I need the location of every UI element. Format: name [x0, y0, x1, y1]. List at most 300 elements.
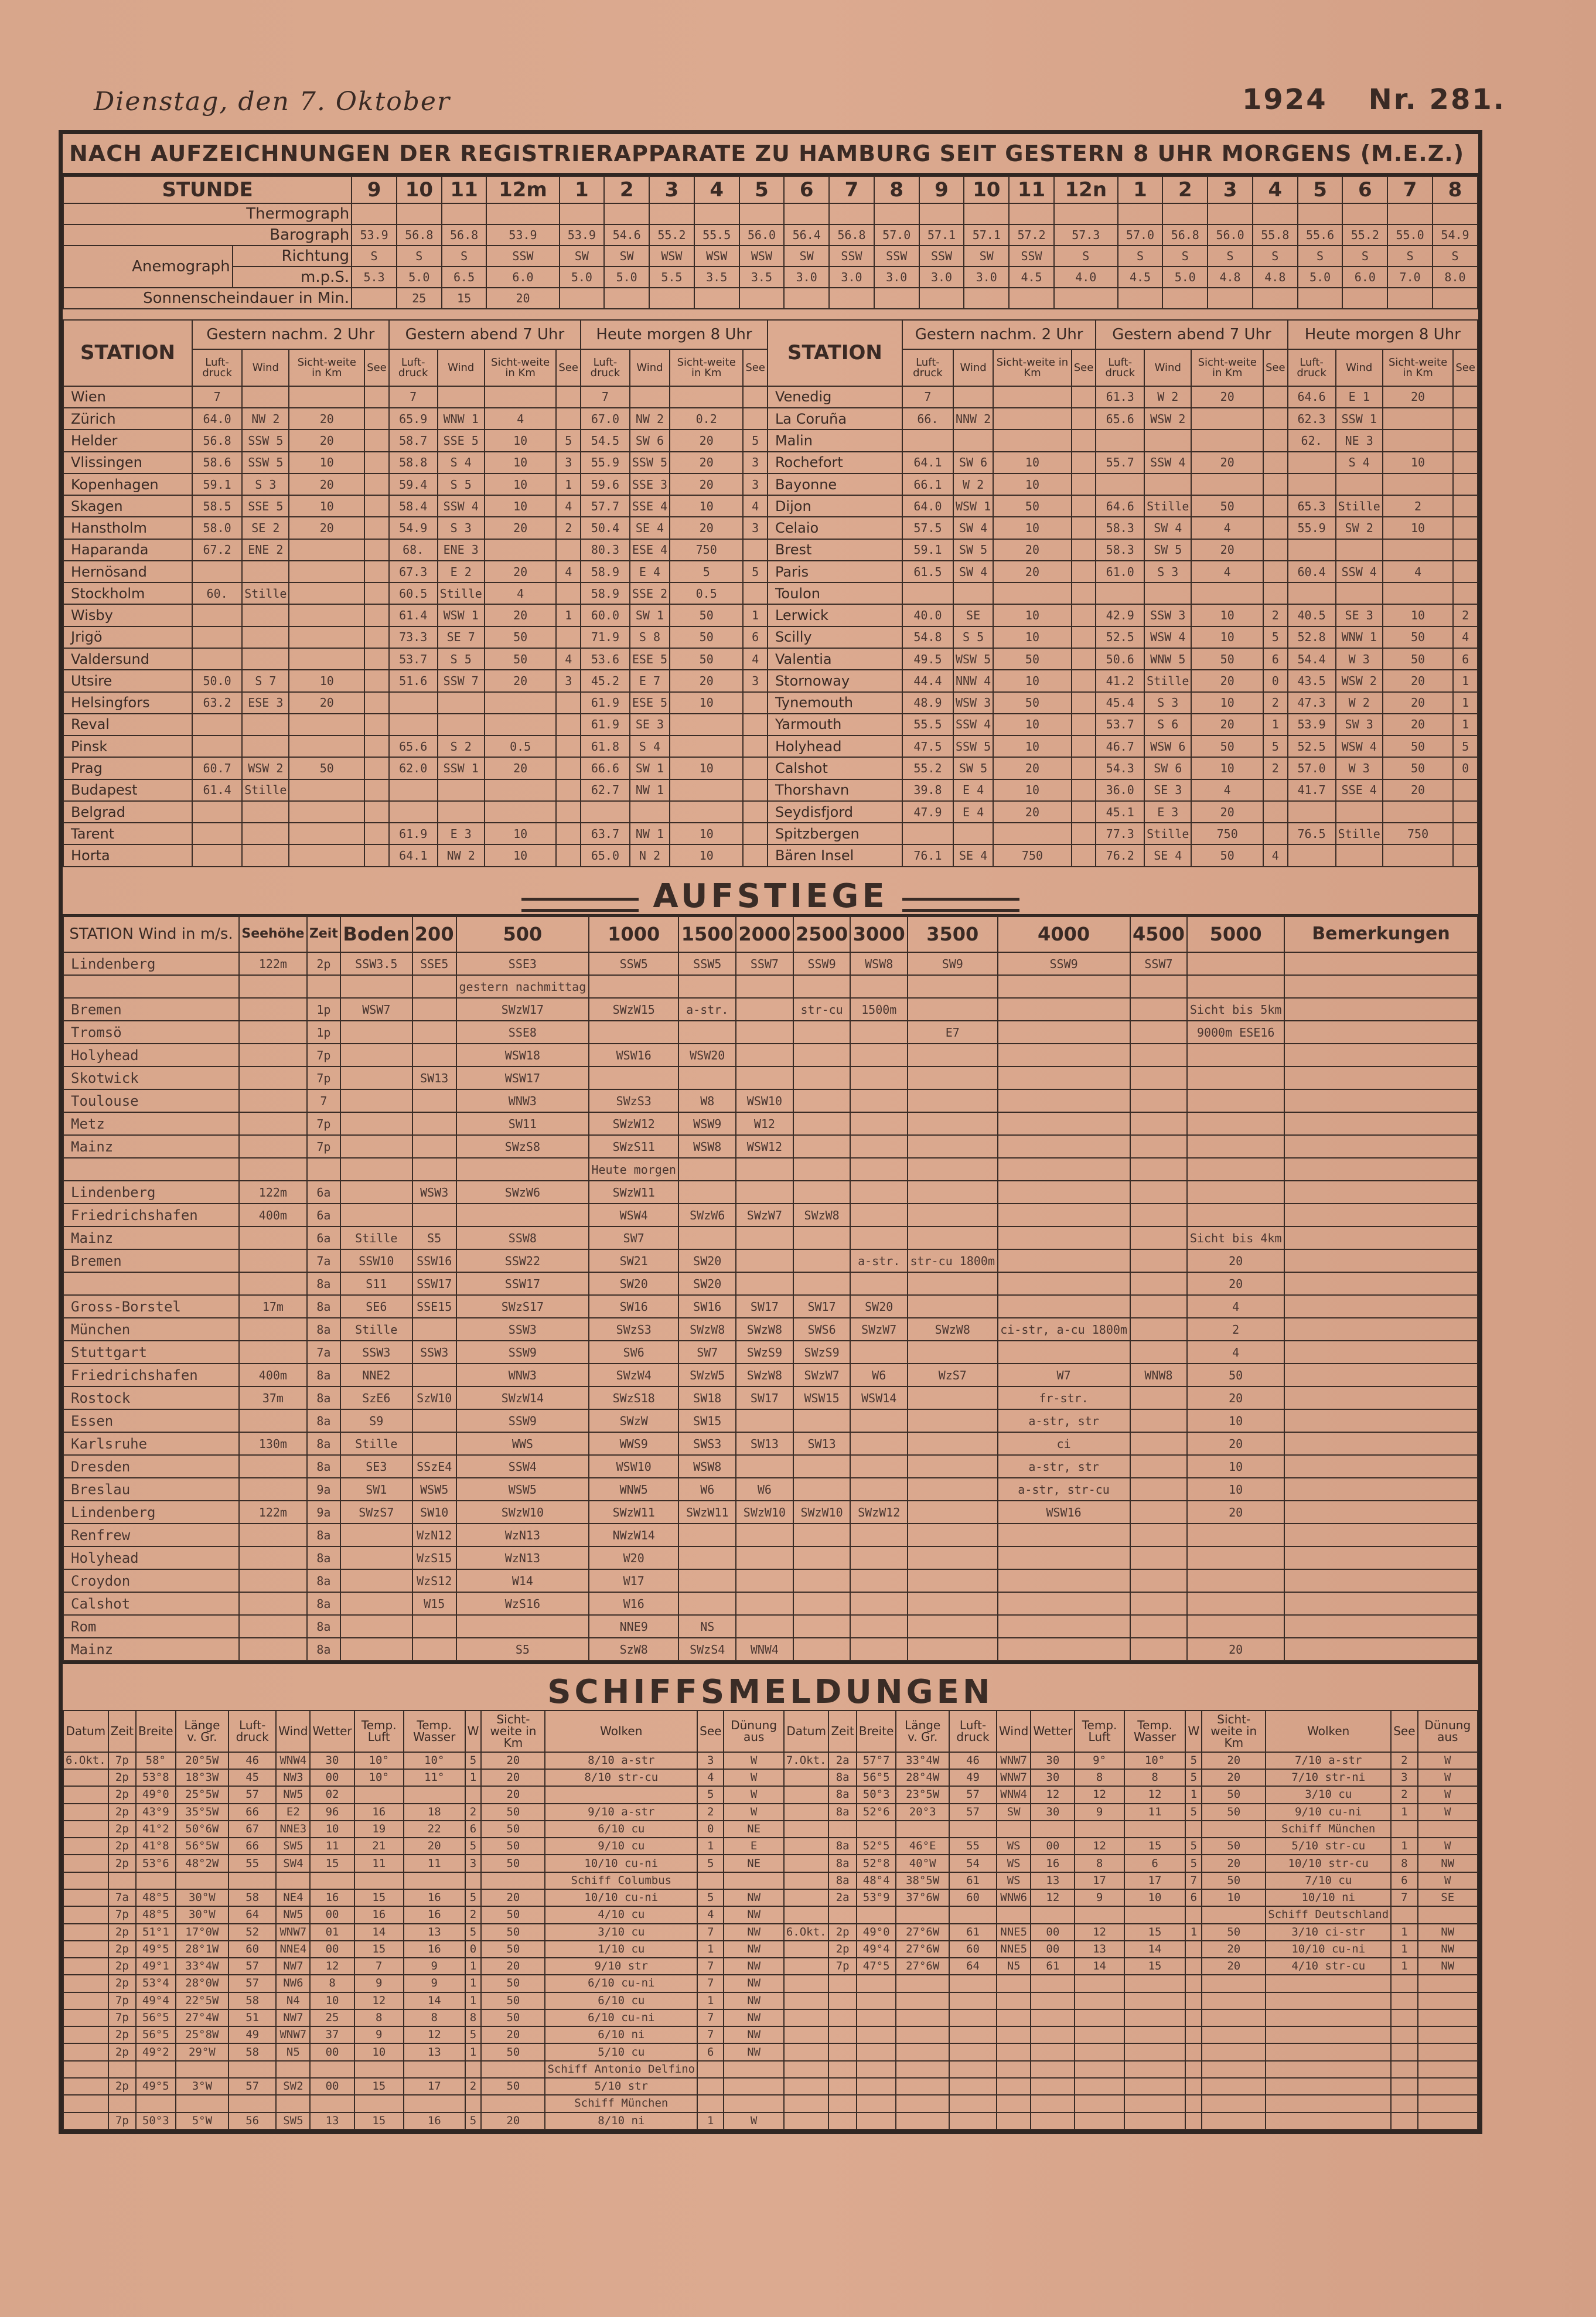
ship-value	[1391, 2078, 1417, 2095]
station-value	[670, 801, 743, 823]
aufstiege-value	[908, 1615, 997, 1638]
station-value	[1072, 517, 1096, 539]
aufstiege-value	[793, 1592, 851, 1615]
ship-value: 5	[1185, 1769, 1202, 1786]
ship-value: NW3	[276, 1769, 310, 1786]
aufstiege-station	[63, 975, 239, 998]
ship-value	[1124, 2112, 1186, 2129]
station-value: Stille	[1144, 495, 1191, 517]
aufstiege-value	[850, 1592, 908, 1615]
aufstiege-value	[793, 1272, 851, 1295]
station-value: 10	[670, 757, 743, 779]
ship-value	[276, 2095, 310, 2112]
ship-value: 12	[310, 1958, 354, 1975]
aufstiege-value	[1187, 1546, 1284, 1569]
aufstiege-value: SWzS7	[340, 1501, 412, 1524]
aufstiege-value: SW20	[678, 1249, 736, 1272]
aufstiege-value	[1130, 1524, 1188, 1546]
ship-value: 13	[404, 2043, 465, 2060]
ship-value: 00	[310, 1769, 354, 1786]
ship-value	[997, 1821, 1031, 1838]
station-value: NW 2	[630, 408, 670, 430]
ship-value: 5	[1185, 1752, 1202, 1769]
ship-value: NE	[724, 1821, 783, 1838]
ship-value: 43°9	[136, 1804, 176, 1821]
aufstiege-value	[678, 1569, 736, 1592]
ship-value: 64	[949, 1958, 997, 1975]
aufstiege-value	[793, 1478, 851, 1501]
station-value: WSW 5	[953, 648, 993, 670]
aufstiege-value	[908, 1455, 997, 1478]
ship-value: NW	[724, 2043, 783, 2060]
ship-value: 15	[1124, 1838, 1186, 1855]
ship-value	[1031, 2112, 1075, 2129]
schiffs-title: SCHIFFSMELDUNGEN	[547, 1673, 994, 1711]
ship-value: 17	[404, 2078, 465, 2095]
station-value: SW 2	[1336, 517, 1383, 539]
aufstiege-value: 8a	[307, 1432, 340, 1455]
ship-value: NW	[1418, 1855, 1478, 1872]
hour-cell: 7	[829, 176, 874, 203]
aufstiege-value	[1130, 1318, 1188, 1341]
station-value: SE 3	[1336, 604, 1383, 626]
station-value: 2	[556, 517, 581, 539]
aufstiege-value: NS	[678, 1615, 736, 1638]
ship-value	[857, 2009, 896, 2026]
station-value: 20	[993, 561, 1072, 582]
aufstiege-value: SWzW8	[793, 1204, 851, 1226]
station-value	[485, 779, 557, 801]
aufstiege-value: S5	[456, 1638, 589, 1661]
aufstiege-value	[1130, 1272, 1188, 1295]
ship-value	[1266, 2026, 1391, 2043]
ship-column-header: Länge v. Gr.	[176, 1711, 229, 1752]
column-header: Luft-druck	[1096, 349, 1144, 386]
ship-value: 52°6	[857, 1804, 896, 1821]
ship-value: 30	[310, 1752, 354, 1769]
ship-value: 8	[1075, 1769, 1124, 1786]
ship-value: 10°	[354, 1752, 404, 1769]
station-value: 10	[993, 670, 1072, 691]
registry-value	[694, 203, 739, 224]
station-value	[1191, 408, 1263, 430]
aufstiege-value: WzS15	[412, 1546, 456, 1569]
ship-value: 3	[697, 1752, 724, 1769]
ship-value: 2p	[108, 2078, 136, 2095]
station-value: 40.5	[1288, 604, 1336, 626]
station-value: 65.3	[1288, 495, 1336, 517]
ship-value: 9	[404, 1958, 465, 1975]
aufstiege-value: SW9	[908, 952, 997, 975]
ship-value: SW4	[276, 1855, 310, 1872]
station-value: Stille	[1144, 823, 1191, 844]
ship-value: 50	[1202, 1786, 1266, 1803]
aufstiege-column-header: Seehöhe	[239, 916, 307, 952]
aufstiege-value	[736, 1409, 793, 1432]
ship-value: 7p	[108, 1752, 136, 1769]
ship-value: 55	[949, 1838, 997, 1855]
ship-value: 2p	[108, 1786, 136, 1803]
aufstiege-value: SWzW10	[736, 1501, 793, 1524]
station-value: 10	[670, 823, 743, 844]
station-value	[438, 801, 485, 823]
ship-value: 6	[1185, 1889, 1202, 1906]
station-value: ESE 5	[630, 648, 670, 670]
column-header: See	[556, 349, 581, 386]
aufstiege-value: a-str, str-cu	[998, 1478, 1130, 1501]
registry-value: 54.9	[1433, 224, 1478, 246]
ship-value: 61	[1031, 1958, 1075, 1975]
aufstiege-value	[412, 1135, 456, 1158]
station-value	[1263, 517, 1288, 539]
ship-value: 10	[1124, 1889, 1186, 1906]
time-group-header: Gestern abend 7 Uhr	[1096, 320, 1287, 349]
registry-value: 6.0	[1342, 267, 1387, 288]
station-value	[1072, 582, 1096, 604]
station-value: S 6	[1144, 714, 1191, 735]
aufstiege-value	[850, 1341, 908, 1364]
station-value	[364, 844, 389, 867]
aufstiege-value	[1130, 1615, 1188, 1638]
aufstiege-value	[908, 1546, 997, 1569]
station-value: 50	[993, 692, 1072, 714]
station-value	[630, 386, 670, 408]
aufstiege-value: 9000m ESE16	[1187, 1021, 1284, 1044]
station-value: SSE 5	[242, 495, 289, 517]
registry-value	[964, 288, 1009, 309]
station-value	[438, 714, 485, 735]
station-value: 57.0	[1288, 757, 1336, 779]
aufstiege-value	[850, 975, 908, 998]
hour-cell: 11	[442, 176, 487, 203]
station-name: Zürich	[63, 408, 192, 430]
ship-value: 6	[1391, 1872, 1417, 1889]
station-value: 62.0	[389, 757, 438, 779]
station-value: 64.1	[389, 844, 438, 867]
ship-value	[1185, 1958, 1202, 1975]
station-value	[556, 844, 581, 867]
hour-cell: 5	[1298, 176, 1343, 203]
ship-value	[63, 1838, 108, 1855]
registry-value: 5.0	[1162, 267, 1208, 288]
ship-value: 12	[1124, 1786, 1186, 1803]
station-value: 20	[485, 561, 557, 582]
ship-value	[176, 2061, 229, 2078]
column-header: Sicht-weite in Km	[670, 349, 743, 386]
registry-value	[1253, 203, 1298, 224]
aufstiege-value: SzE6	[340, 1386, 412, 1409]
ship-value	[63, 1872, 108, 1889]
aufstiege-value: SWS3	[678, 1432, 736, 1455]
ship-value: 3/10 ci-str	[1266, 1924, 1391, 1941]
aufstiege-remark	[1284, 1044, 1478, 1066]
ship-value	[1124, 2026, 1186, 2043]
ship-value: 17	[1124, 1872, 1186, 1889]
ship-value	[828, 2095, 856, 2112]
station-value	[242, 561, 289, 582]
aufstiege-value: ci	[998, 1432, 1130, 1455]
aufstiege-value	[998, 1112, 1130, 1135]
ship-value: 27°4W	[176, 2009, 229, 2026]
aufstiege-value	[908, 1478, 997, 1501]
registry-value: 5.0	[604, 267, 649, 288]
aufstiege-value: SSW10	[340, 1249, 412, 1272]
registry-value: S	[1433, 246, 1478, 267]
station-value: 45.2	[581, 670, 630, 691]
registry-value: 55.8	[1253, 224, 1298, 246]
aufstiege-remark	[1284, 1386, 1478, 1409]
aufstiege-value	[1130, 1021, 1188, 1044]
aufstiege-value	[340, 1044, 412, 1066]
ship-value	[1075, 2078, 1124, 2095]
registry-value	[1118, 288, 1163, 309]
station-value: Stille	[242, 582, 289, 604]
aufstiege-value: SSW9	[793, 952, 851, 975]
aufstiege-value: 8a	[307, 1546, 340, 1569]
aufstiege-value: SW21	[589, 1249, 678, 1272]
aufstiege-column-header: STATION Wind in m/s.	[63, 916, 239, 952]
ship-value: WNW7	[997, 1752, 1031, 1769]
registry-value: 3.0	[874, 267, 919, 288]
station-value: 50.0	[192, 670, 242, 691]
aufstiege-value: SW17	[793, 1295, 851, 1318]
station-value: SW 5	[1144, 539, 1191, 561]
aufstiege-value: W15	[412, 1592, 456, 1615]
aufstiege-value: 8a	[307, 1592, 340, 1615]
registry-value: WSW	[694, 246, 739, 267]
station-value: 1	[1453, 692, 1478, 714]
aufstiege-value	[1130, 1409, 1188, 1432]
registry-value: SW	[560, 246, 605, 267]
registry-value: S	[442, 246, 487, 267]
station-value: 55.5	[902, 714, 953, 735]
aufstiege-value: W14	[456, 1569, 589, 1592]
aufstiege-value: WSW8	[678, 1455, 736, 1478]
station-value: 4	[1383, 561, 1453, 582]
aufstiege-value	[908, 1226, 997, 1249]
aufstiege-value	[793, 1569, 851, 1592]
aufstiege-value: SWzW17	[456, 998, 589, 1021]
ship-column-header: Dünung aus	[724, 1711, 783, 1752]
aufstiege-value: WzN12	[412, 1524, 456, 1546]
ship-value: 10/10 ni	[1266, 1889, 1391, 1906]
aufstiege-value: SWzW7	[850, 1318, 908, 1341]
aufstiege-value	[998, 1181, 1130, 1204]
ship-value	[1075, 1906, 1124, 1923]
registry-value: 6.5	[442, 267, 487, 288]
ship-column-header: Datum	[63, 1711, 108, 1752]
ship-value: 7	[697, 1924, 724, 1941]
station-value	[1383, 430, 1453, 451]
station-value: 50.4	[581, 517, 630, 539]
aufstiege-value: W20	[589, 1546, 678, 1569]
ship-value	[1266, 2009, 1391, 2026]
registry-value: 6.0	[486, 267, 559, 288]
aufstiege-value: SWzW8	[678, 1318, 736, 1341]
station-value: 58.8	[389, 452, 438, 473]
ship-value	[784, 1941, 829, 1958]
ship-value: 53°9	[857, 1889, 896, 1906]
column-header: Wind	[438, 349, 485, 386]
ship-value: 6	[697, 2043, 724, 2060]
ship-value: 13	[404, 1924, 465, 1941]
ship-value: 10°	[354, 1769, 404, 1786]
aufstiege-value	[1187, 1066, 1284, 1089]
aufstiege-value	[678, 1546, 736, 1569]
ship-value	[784, 1769, 829, 1786]
hour-cell: 3	[1208, 176, 1253, 203]
aufstiege-value: SW20	[678, 1272, 736, 1295]
station-value	[1072, 735, 1096, 757]
aufstiege-value: NNE2	[340, 1364, 412, 1386]
ship-value	[724, 2095, 783, 2112]
station-value	[364, 561, 389, 582]
aufstiege-value	[412, 1204, 456, 1226]
ship-value: NE	[724, 1855, 783, 1872]
station-value: 4	[485, 408, 557, 430]
aufstiege-value	[412, 1318, 456, 1341]
station-name: Stornoway	[768, 670, 902, 691]
aufstiege-column-header: 5000	[1187, 916, 1284, 952]
registry-value: 56.0	[739, 224, 785, 246]
ship-column-header: Wolken	[1266, 1711, 1391, 1752]
ship-value: W	[724, 1804, 783, 1821]
ship-value	[1266, 2095, 1391, 2112]
column-header: Luft-druck	[902, 349, 953, 386]
ship-column-header: Länge v. Gr.	[896, 1711, 949, 1752]
ship-value: W	[1418, 1804, 1478, 1821]
ship-value: NW5	[276, 1786, 310, 1803]
ship-value: 30°W	[176, 1889, 229, 1906]
station-value	[1383, 408, 1453, 430]
ship-value: 2	[1391, 1752, 1417, 1769]
ship-value: NNE4	[276, 1941, 310, 1958]
ship-value	[896, 1992, 949, 2009]
aufstiege-remark	[1284, 975, 1478, 998]
ship-value: 4	[697, 1906, 724, 1923]
aufstiege-value	[340, 1021, 412, 1044]
aufstiege-value: SSE3	[456, 952, 589, 975]
aufstiege-value	[1130, 1089, 1188, 1112]
station-value: 4	[743, 495, 768, 517]
aufstiege-value: SWzW5	[678, 1364, 736, 1386]
ship-value	[63, 2112, 108, 2129]
station-value: 50.6	[1096, 648, 1144, 670]
aufstiege-title: AUFSTIEGE	[653, 877, 888, 915]
ship-value: 52°8	[857, 1855, 896, 1872]
registry-value	[604, 288, 649, 309]
station-value: WSW 4	[1336, 735, 1383, 757]
ship-value	[1031, 1992, 1075, 2009]
registry-row-label: Richtung	[233, 246, 352, 267]
aufstiege-value: 8a	[307, 1409, 340, 1432]
ship-value: NW	[724, 1941, 783, 1958]
aufstiege-value	[736, 1158, 793, 1181]
aufstiege-value: SSW17	[412, 1272, 456, 1295]
station-name: Vlissingen	[63, 452, 192, 473]
aufstiege-value	[793, 1524, 851, 1546]
aufstiege-value	[908, 1501, 997, 1524]
ship-value: 28°0W	[176, 1975, 229, 1992]
aufstiege-value: SSW9	[456, 1409, 589, 1432]
ship-value	[1202, 2043, 1266, 2060]
station-value	[364, 473, 389, 495]
ship-value	[724, 2078, 783, 2095]
aufstiege-value: 6a	[307, 1204, 340, 1226]
ship-value: W	[1418, 1872, 1478, 1889]
station-value: SE 2	[242, 517, 289, 539]
station-value: ENE 2	[242, 539, 289, 561]
aufstiege-value: SWzW7	[793, 1364, 851, 1386]
station-name: Tarent	[63, 823, 192, 844]
ship-value	[1266, 2078, 1391, 2095]
registry-value	[874, 288, 919, 309]
aufstiege-value	[239, 975, 307, 998]
ship-value: 11	[310, 1838, 354, 1855]
aufstiege-value	[678, 1592, 736, 1615]
ship-value	[997, 1975, 1031, 1992]
station-value: 76.1	[902, 844, 953, 867]
station-value: 60.	[192, 582, 242, 604]
ship-value	[1266, 1992, 1391, 2009]
station-value: 64.0	[192, 408, 242, 430]
aufstiege-remark	[1284, 1638, 1478, 1661]
station-value: 50	[1383, 757, 1453, 779]
aufstiege-value	[1130, 1226, 1188, 1249]
registry-value: S	[1054, 246, 1118, 267]
ship-value: 7p	[108, 1906, 136, 1923]
station-value: SW 3	[1336, 714, 1383, 735]
ship-column-header: Wetter	[1031, 1711, 1075, 1752]
ship-value	[481, 2061, 545, 2078]
station-value	[242, 844, 289, 867]
aufstiege-value: 1p	[307, 998, 340, 1021]
aufstiege-value: SWzW8	[908, 1318, 997, 1341]
station-value	[1072, 430, 1096, 451]
aufstiege-value	[239, 1112, 307, 1135]
column-header: Luft-druck	[192, 349, 242, 386]
aufstiege-value: SWzW8	[736, 1364, 793, 1386]
aufstiege-remark	[1284, 1318, 1478, 1341]
aufstiege-value	[456, 1158, 589, 1181]
ship-column-header: Dünung aus	[1418, 1711, 1478, 1752]
aufstiege-value	[998, 1592, 1130, 1615]
aufstiege-remark	[1284, 1066, 1478, 1089]
registry-value	[694, 288, 739, 309]
aufstiege-value: 400m	[239, 1364, 307, 1386]
ship-column-header: Luft-druck	[949, 1711, 997, 1752]
aufstiege-value: WNW4	[736, 1638, 793, 1661]
station-value	[485, 539, 557, 561]
ship-value: NW	[724, 1992, 783, 2009]
ship-value	[1418, 2026, 1478, 2043]
ship-value: 18°3W	[176, 1769, 229, 1786]
aufstiege-value: WSW18	[456, 1044, 589, 1066]
ship-value: 20	[1202, 1958, 1266, 1975]
ship-value: 51°1	[136, 1924, 176, 1941]
ship-column-header: Temp. Luft	[1075, 1711, 1124, 1752]
ship-value: 50	[481, 1924, 545, 1941]
aufstiege-value: 7p	[307, 1112, 340, 1135]
ship-value	[63, 1975, 108, 1992]
ship-value	[784, 1804, 829, 1821]
ship-value: 2p	[108, 2043, 136, 2060]
hour-cell: 2	[1162, 176, 1208, 203]
station-value: 10	[670, 495, 743, 517]
station-value: 3	[743, 473, 768, 495]
registry-value	[649, 288, 694, 309]
registry-value	[964, 203, 1009, 224]
